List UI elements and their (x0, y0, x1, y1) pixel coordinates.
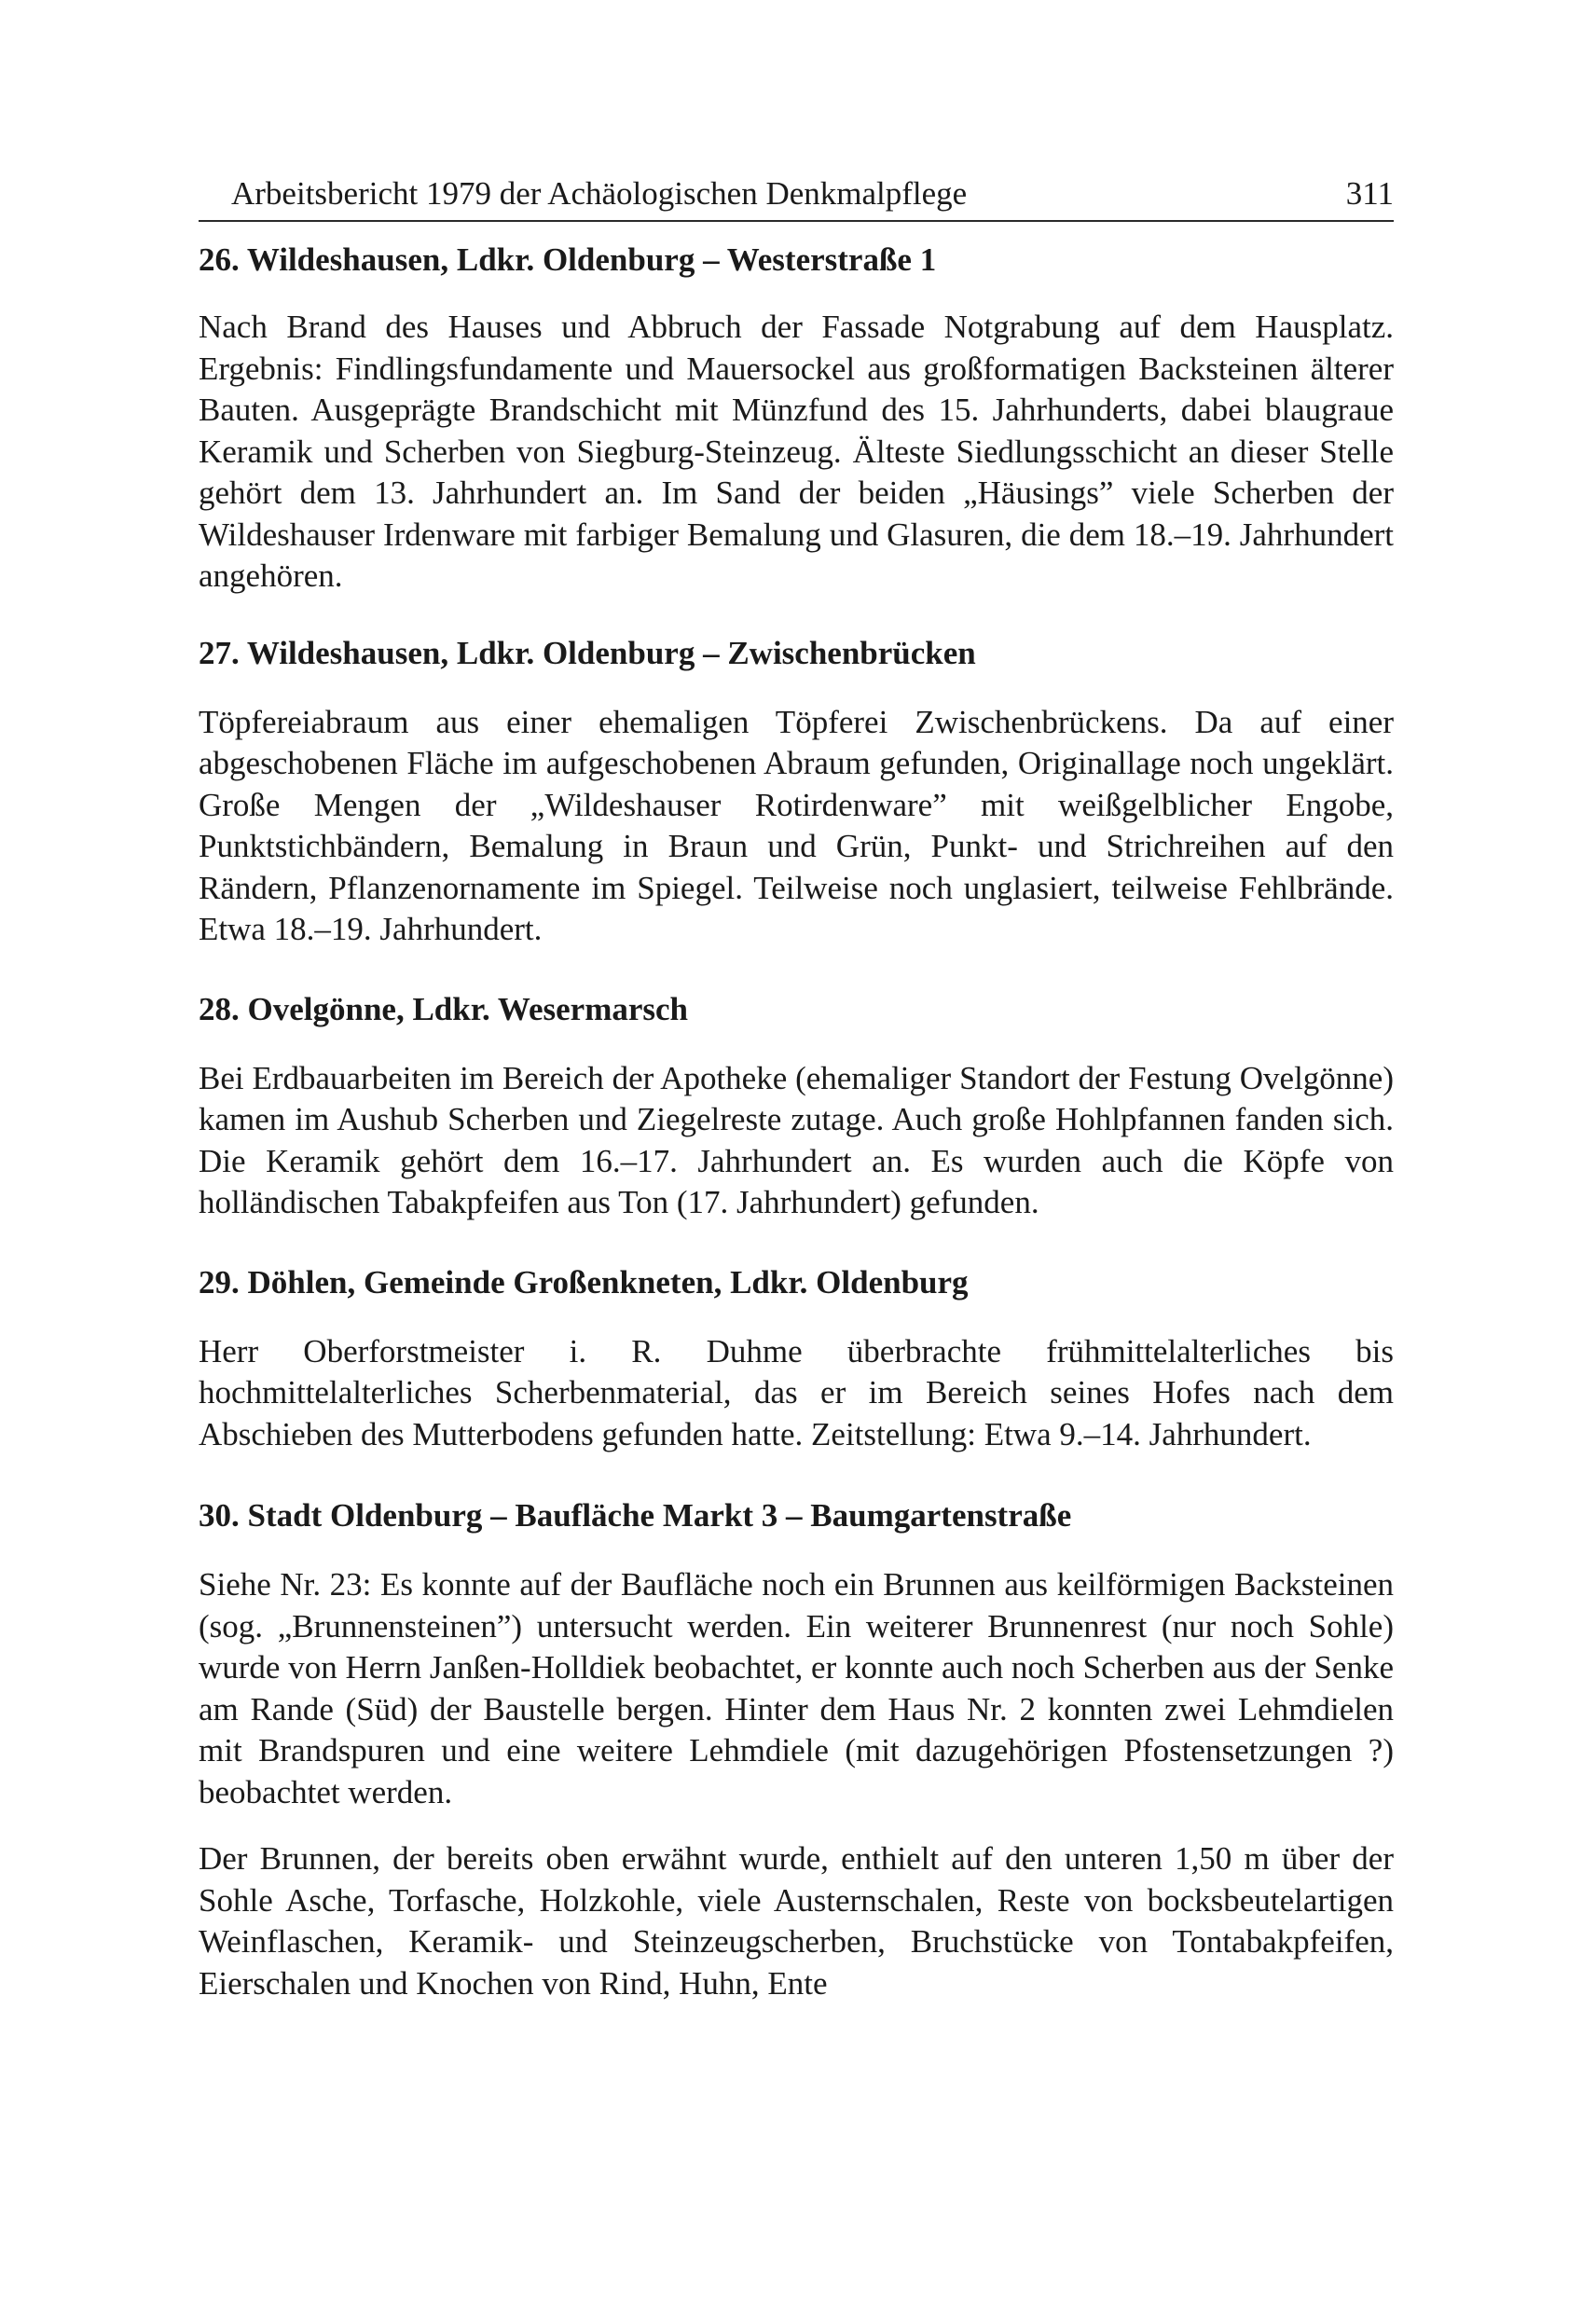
entry-heading: 27. Wildeshausen, Ldkr. Oldenburg – Zwischenbrücken (199, 634, 976, 671)
entry-26 (199, 239, 1394, 598)
entry-27 (199, 632, 1394, 951)
entry-30 (199, 1494, 1394, 2004)
entry-paragraph: Siehe Nr. 23: Es konnte auf der Baufläche noch ein Brunnen aus keilförmigen Backsteinen (sog. „Brunnensteinen”) untersucht werden. Ein weiterer Brunnenrest (nur noch Sohle) wurde von Herrn Janßen-Holldiek beobachtet, er konnte auch noch Scherben aus der Senke am Rande (Süd) der Baustelle bergen. Hinter dem Haus Nr. 2 konnten zwei Lehmdielen mit Brandspuren und eine weitere Lehmdiele (mit dazugehörigen Pfostensetzungen ?) beobachtet werden. (199, 1566, 1394, 1810)
entry-28 (199, 988, 1394, 1224)
running-head (199, 168, 1394, 222)
entry-heading: 28. Ovelgönne, Ldkr. Wesermarsch (199, 990, 689, 1027)
entry-paragraph: Herr Oberforstmeister i. R. Duhme überbrachte frühmittelalterliches bis hochmittelalterliches Scherbenmaterial, das er im Bereich seines Hofes nach dem Abschieben des Mutterbodens gefunden hatte. Zeitstellung: Etwa 9.–14. Jahrhundert. (199, 1332, 1394, 1452)
entry-paragraph: Bei Erdbauarbeiten im Bereich der Apotheke (ehemaliger Standort der Festung Ovelgönne) kamen im Aushub Scherben und Ziegelreste zutage. Auch große Hohlpfannen fanden sich. Die Keramik gehört dem 16.–17. Jahrhundert an. Es wurden auch die Köpfe von holländischen Tabakpfeifen aus Ton (17. Jahrhundert) gefunden. (199, 1059, 1394, 1220)
entry-paragraph: Der Brunnen, der bereits oben erwähnt wurde, enthielt auf den unteren 1,50 m über der Sohle Asche, Torfasche, Holzkohle, viele Austernschalen, Reste von bocksbeutelartigen Weinflaschen, Keramik- und Steinzeugscherben, Bruchstücke von Tontabakpfeifen, Eierschalen und Knochen von Rind, Huhn, Ente (199, 1840, 1394, 2002)
page (199, 168, 1394, 2004)
running-head-title: Arbeitsbericht 1979 der Achäologischen Denkmalpflege (231, 175, 968, 212)
entry-heading: 30. Stadt Oldenburg – Baufläche Markt 3 – Baumgartenstraße (199, 1497, 1072, 1534)
entry-paragraph: Töpfereiabraum aus einer ehemaligen Töpferei Zwischenbrückens. Da auf einer abgeschobenen Fläche im aufgeschobenen Abraum gefunden, Originallage noch ungeklärt. Große Mengen der „Wildeshauser Rotirdenware” mit weißgelblicher Engobe, Punktstichbändern, Bemalung in Braun und Grün, Punkt- und Strichreihen auf den Rändern, Pflanzenornamente im Spiegel. Teilweise noch unglasiert, teilweise Fehlbrände. Etwa 18.–19. Jahrhundert. (199, 703, 1394, 947)
entry-heading: 29. Döhlen, Gemeinde Großenkneten, Ldkr. Oldenburg (199, 1263, 969, 1300)
entry-paragraph: Nach Brand des Hauses und Abbruch der Fassade Notgrabung auf dem Hausplatz. Ergebnis: Findlingsfundamente und Mauersockel aus großformatigen Backsteinen älterer Bauten. Ausgeprägte Brandschicht mit Münzfund des 15. Jahrhunderts, dabei blaugraue Keramik und Scherben von Siegburg-Steinzeug. Älteste Siedlungsschicht an dieser Stelle gehört dem 13. Jahrhundert an. Im Sand der beiden „Häusings” viele Scherben der Wildeshauser Irdenware mit farbiger Bemalung und Glasuren, die dem 18.–19. Jahrhundert angehören. (199, 309, 1394, 594)
entry-29 (199, 1261, 1394, 1456)
entry-heading: 26. Wildeshausen, Ldkr. Oldenburg – Westerstraße 1 (199, 241, 937, 278)
page-number: 311 (1345, 175, 1394, 212)
